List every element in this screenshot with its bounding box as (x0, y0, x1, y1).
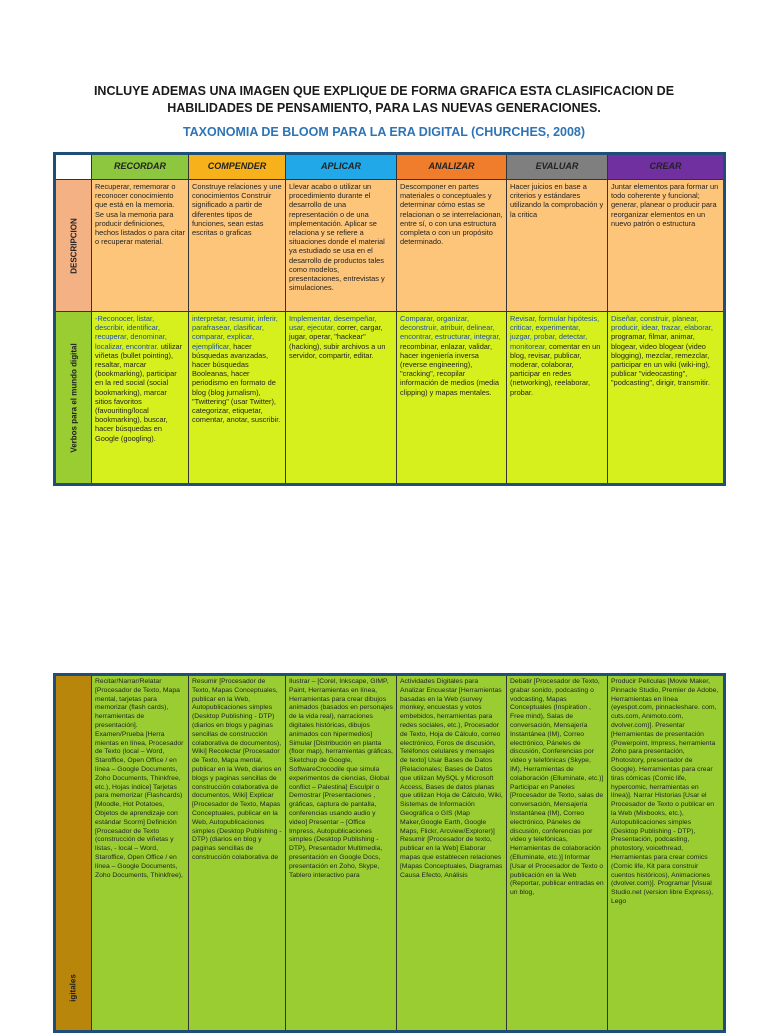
description-comprender: Construye relaciones y une conocimientos Construir significado a partir de diferentes tipos de funciones, sean estas escritas o graficas (189, 180, 286, 312)
header-evaluar: EVALUAR (507, 154, 608, 180)
verbs-label-cell (55, 312, 92, 485)
header-analizar: ANALIZAR (397, 154, 507, 180)
header-comprender: COMPENDER (189, 154, 286, 180)
description-label: DESCRIPCION (68, 217, 78, 274)
activities-aplicar: Ilustrar – [Corel, Inkscape, GIMP, Paint, Herramientas en línea, Herramientas para crear dibujos animados (basados en personajes de la vida real), narraciones digitales históricas, dibujos animados con hipermedios] Simular [Distribución en planta (floor map), herramientas gráficas, Sketchup de Google, SoftwareCrocodile que simula experimentos de ciencias, Global conflict – Palestina] Esculpir o Demostrar [Presentaciones , gráficas, captura de pantalla, conferencias usando audio y video] Presentar – [Office Impress, Autopublicaciones simples (Desktop Publishing - DTP), Presentador Multimedia, presentación en Google Docs, presentación en Zoho, Skype, Tablero interactivo para (286, 675, 397, 1032)
description-row (55, 180, 725, 312)
activities-analizar: Actividades Digitales para Analizar Encuestar [Herramientas basadas en la Web (survey monkey, encuestas y votos embebidos, herramientas para redes sociales, etc.), Procesador de Texto, Hoja de Cálculo, correo electrónico, Foros de discusión, Teléfonos celulares y mensajes de texto] Usar Bases de Datos [Relacionales; Bases de Datos que utilizan MySQL y Microsoft Access, Bases de datos planas que utilizan Hoja de Cálculo, Wiki, Sistemas de Información Geográfica o GIS (Map Maker,Google Earth, Google Maps, Flickr, Arcview/Explorer)] Resumir [Procesador de texto, publicar en la Web] Elaborar mapas que establecen relaciones [Mapas Conceptuales, Diagramas Causa Efecto, Análisis (397, 675, 507, 1032)
verbs-comprender-text: hacer búsquedas avanzadas, hacer búsquedas Booleanas, hacer periodismo en formato de blog (blog jurnalism), "Twittering" (usar Twitter), categorizar, etiquetar, comentar, anotar, suscribir. (192, 341, 281, 425)
verbs-analizar-linked[interactable]: Comparar, organizar, deconstruir, atribuir, delinear, encontrar, estructurar, integrar, (400, 314, 501, 342)
bloom-digital-table (53, 152, 726, 486)
verbs-row (55, 312, 725, 485)
verbs-crear-linked[interactable]: Diseñar, construir, planear, producir, idear, trazar, elaborar, (611, 314, 713, 333)
page-heading: INCLUYE ADEMAS UNA IMAGEN QUE EXPLIQUE DE FORMA GRAFICA ESTA CLASIFICACION DE HABILIDADES DE PENSAMIENTO, PARA LAS NUEVAS GENERACIONES. (93, 84, 675, 115)
verbs-analizar-text: recombinar, enlazar, validar, hacer ingeniería inversa (reverse engineering), "cracking", recopilar información de medios (media clipping) y mapas mentales. (400, 341, 499, 397)
activities-label: igitales (68, 973, 78, 1002)
verbs-crear (608, 312, 725, 485)
header-crear: CREAR (608, 154, 725, 180)
verbs-recordar-linked[interactable]: -Reconocer, listar, describir, identificar, recuperar, denominar, localizar, encontrar. (95, 314, 167, 351)
verbs-crear-text: programar, filmar, animar, blogear, video blogear (video blogging), mezclar, remezclar, participar en un wiki (wiki-ing), publicar "videocasting", "podcasting", dirigir, transmitir. (611, 332, 710, 388)
activities-label-cell (55, 675, 92, 1032)
verbs-evaluar-linked[interactable]: Revisar, formular hipótesis, criticar, experimentar, juzgar, probar, detectar, monitorear, (510, 314, 600, 351)
description-aplicar: Llevar acabo o utilizar un procedimiento durante el desarrollo de una representación o de una implementación. Aplicar se relaciona y se refiere a situaciones donde el material ya estudiado se usa en el desarrollo de productos tales como modelos, presentaciones, entrevistas y simulaciones. (286, 180, 397, 312)
activities-comprender: Resumir [Procesador de Texto, Mapas Conceptuales, publicar en la Web, Autopublicaciones simples (Desktop Publishing - DTP) (diarios en blogs y paginas sencillas de construcción colaborativa de documentos), Wiki] Recolectar [Procesador de Texto, Mapa mental, publicar en la Web, diarios en blogs y paginas sencillas de construcción colaborativa de documentos, Wiki] Explicar [Procesador de Texto, Mapas Conceptuales, publicar en la Web, Autopublicaciones simples (Desktop Publishing - DTP) (diarios en blog y paginas sencillas de construcción colaborativa de (189, 675, 286, 1032)
verbs-aplicar (286, 312, 397, 485)
activities-evaluar: Debatir [Procesador de Texto, grabar sonido, podcasting o vodcasting, Mapas Conceptuales (Inspiration , Free mind), Salas de conversación, Mensajería Instantánea (IM), Correo electrónico, Páneles de discusión, Conferencias por video y telefónicas (Skype, IM), Herramientas de colaboración (Elluminate, etc.)] Participar en Paneles [Procesador de Texto, salas de conversación, Mensajería Instantánea (IM), Correo electrónico, Páneles de discusión, conferencias por video y telefónicas, Herramientas de colaboración (Elluminate, etc.)] Informar [Usar el Procesador de Texto o publicación en la Web (Reportar, publicar entradas en un blog, (507, 675, 608, 1032)
digital-activities-table (53, 673, 726, 1033)
description-label-cell (55, 180, 92, 312)
verbs-evaluar-text: comentar en un blog, revisar, publicar, moderar, colaborar, participar en redes (networking), reelaborar, probar. (510, 341, 601, 397)
header-row (55, 154, 725, 180)
activities-row (55, 675, 725, 1032)
verbs-aplicar-text: correr, cargar, jugar, operar, "hackear" (hacking), subir archivos a un servidor, compartir, editar. (289, 323, 386, 360)
verbs-label: Verbos para el mundo digital (68, 342, 78, 453)
verbs-evaluar (507, 312, 608, 485)
corner-cell (55, 154, 92, 180)
description-analizar: Descomponer en partes materiales o conceptuales y determinar cómo estas se relacionan o se interrelacionan, entre sí, o con una estructura completa o con un propósito determinado. (397, 180, 507, 312)
verbs-recordar (92, 312, 189, 485)
verbs-aplicar-linked[interactable]: Implementar, desempeñar, usar, ejecutar, (289, 314, 377, 333)
verbs-comprender-linked[interactable]: interpretar, resumir, inferir, parafrasear, clasificar, comparar, explicar, ejemplificar, (192, 314, 278, 351)
description-crear: Juntar elementos para formar un todo coherente y funcional; generar, planear o producir para reorganizar elementos en un nuevo patrón o estructura (608, 180, 725, 312)
description-recordar: Recuperar, rememorar o reconocer conocimiento que está en la memoria. Se usa la memoria para producir definiciones, hechos listados o para citar o recuperar material. (92, 180, 189, 312)
description-evaluar: Hacer juicios en base a criterios y estándares utilizando la comprobación y la critica (507, 180, 608, 312)
table-title: TAXONOMIA DE BLOOM PARA LA ERA DIGITAL (CHURCHES, 2008) (182, 125, 586, 139)
header-aplicar: APLICAR (286, 154, 397, 180)
header-recordar: RECORDAR (92, 154, 189, 180)
activities-crear: Producir Películas [Movie Maker, Pinnacle Studio, Premier de Adobe, Herramientas en línea (eyespot.com, pinnacleshare. com, cuts.com, Animoto.com, dvolver.com)]. Presentar [Herramientas de presentación (Powerpoint, Impress, herramienta Zoho para presentación, Photostory, presentador de Google). Herramientas para crear tiras cómicas (Comic life, hypercomic, herramientas en línea)]. Narrar Historias [Usar el Procesador de Texto o publicar en la Web (Mixbooks, etc.), Autopublicaciones simples (Desktop Publishing - DTP), Presentación, podcasting, photostory, voicethread, Herramientas para crear comics (Comic life, Kit para construir cuentos históricos), Animaciones (dvolver.com)]. Programar [Visual Studio.net (version libre Express), Lego (608, 675, 725, 1032)
activities-recordar: Recitar/Narrar/Relatar [Procesador de Texto, Mapa mental, tarjetas para memorizar (flash cards), herramientas de presentación]. Examen/Prueba [Herra mientas en línea, Procesador de Texto (local – Word, Staroffice, Open Office / en línea – Google Documents, Zoho Documents, Thinkfree, etc.), Hojas índice] Tarjetas para memorizar (Flashcards) [Moodle, Hot Potatoes, Objetos de aprendizaje con estándar Scorm] Definición [Procesador de Texto (construcción de viñetas y listas, - local – Word, Staroffice, Open Office / en línea – Google Documents, Zoho Documents, Thinkfree), (92, 675, 189, 1032)
verbs-recordar-text: utilizar viñetas (bullet pointing), resaltar, marcar (bookmarking), participar en la red social (social bookmarking), marcar sitios favoritos (favouriting/local bookmarking), buscar, hacer búsquedas en Google (googling). (95, 341, 183, 443)
verbs-analizar (397, 312, 507, 485)
verbs-comprender (189, 312, 286, 485)
